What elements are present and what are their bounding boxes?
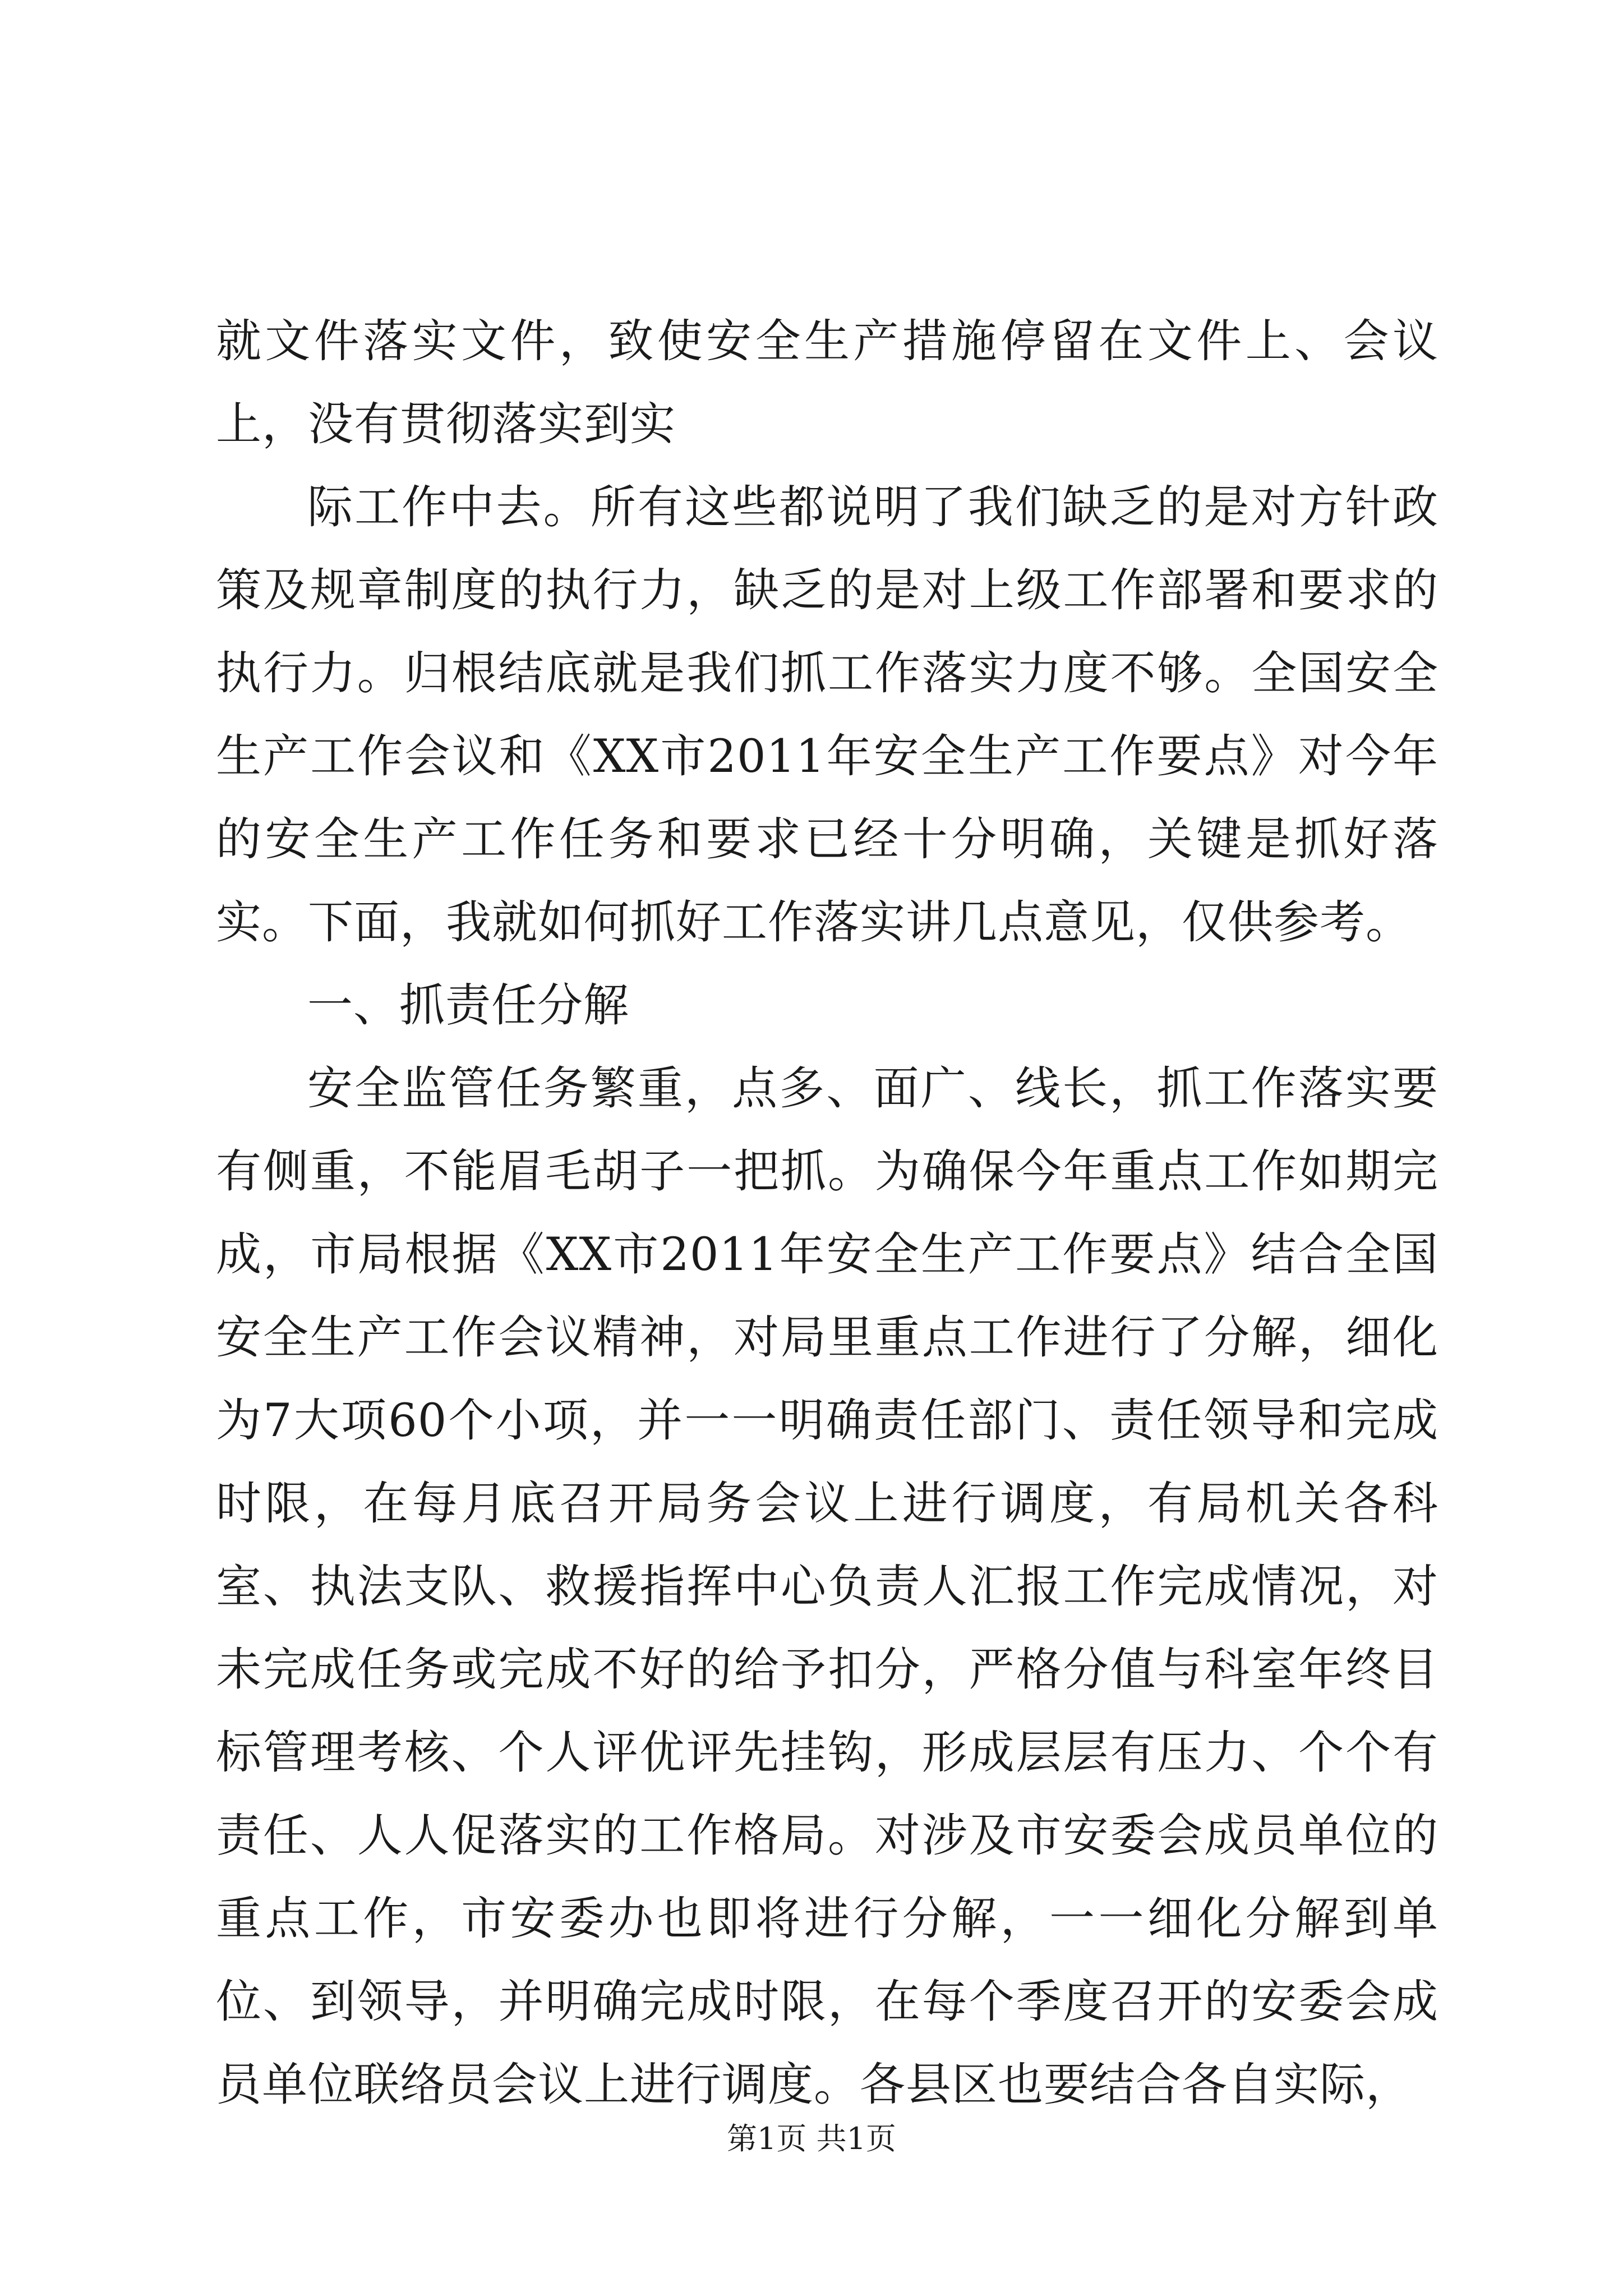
section-heading-1: 一、抓责任分解 — [307, 979, 630, 1032]
page-footer: 第1页 共1页 — [727, 2121, 896, 2156]
paragraph-2: 际工作中去。所有这些都说明了我们缺乏的是对方针政策及规章制度的执行力，缺乏的是对上级工作部署和要求的执行力。归根结底就是我们抓工作落实力度不够。全国安全生产工作会议和《XX市2011年安全生产工作要点》对今年的安全生产工作任务和要求已经十分明确，关键是抓好落实。下面，我就如何抓好工作落实讲几点意见，仅供参考。 — [216, 481, 1438, 949]
document-body — [216, 300, 1438, 2127]
paragraph-3: 安全监管任务繁重，点多、面广、线长，抓工作落实要有侧重，不能眉毛胡子一把抓。为确保今年重点工作如期完成，市局根据《XX市2011年安全生产工作要点》结合全国安全生产工作会议精神，对局里重点工作进行了分解，细化为7大项60个小项，并一一明确责任部门、责任领导和完成时限，在每月底召开局务会议上进行调度，有局机关各科室、执法支队、救援指挥中心负责人汇报工作完成情况，对未完成任务或完成不好的给予扣分，严格分值与科室年终目标管理考核、个人评优评先挂钩，形成层层有压力、个个有责任、人人促落实的工作格局。对涉及市安委会成员单位的重点工作，市安委办也即将进行分解，一一细化分解到单位、到领导，并明确完成时限，在每个季度召开的安委会成员单位联络员会议上进行调度。各县区也要结合各自实际， — [216, 1062, 1438, 2111]
paragraph-1: 就文件落实文件，致使安全生产措施停留在文件上、会议上，没有贯彻落实到实 — [216, 315, 1438, 451]
